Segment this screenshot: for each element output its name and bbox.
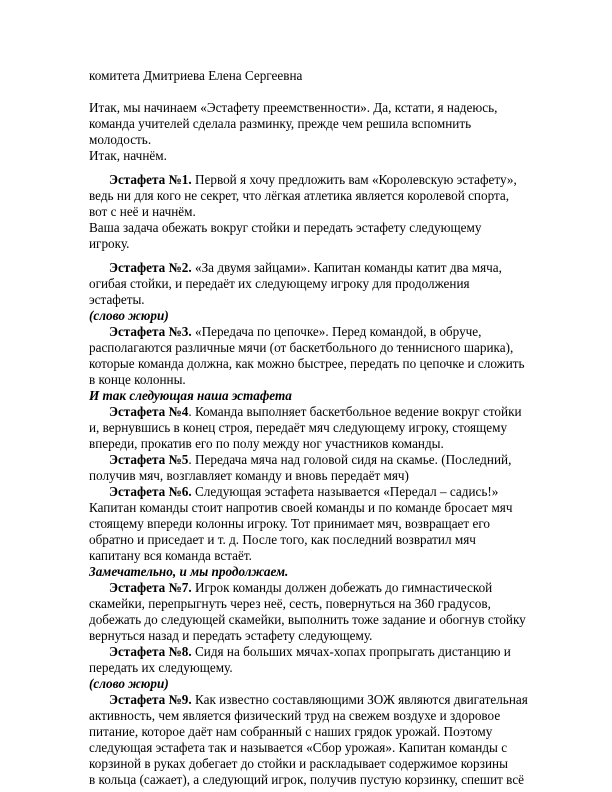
body-text: . Передача мяча над головой сидя на скамье. (Последний,	[188, 452, 512, 467]
emphasis-text: И так следующая наша эстафета	[89, 388, 292, 403]
body-text: Следующая эстафета называется «Передал – садись!»	[191, 484, 499, 499]
body-text: молодость.	[89, 132, 152, 147]
text-line	[109, 260, 502, 276]
text-line	[89, 772, 524, 788]
text-line	[89, 628, 372, 644]
text-line	[89, 236, 129, 252]
text-line	[89, 660, 233, 676]
text-line	[109, 644, 511, 660]
text-line	[89, 100, 497, 116]
body-text: корзиной в руках добегает до стойки и раскладывает содержимое корзины	[89, 756, 508, 771]
emphasis-text: (слово жюри)	[89, 676, 169, 691]
text-line	[109, 580, 492, 596]
body-text: впереди, прокатив его по полу между ног участников команды.	[89, 436, 444, 451]
emphasis-text: Эстафета №9.	[109, 692, 192, 707]
text-line	[89, 308, 169, 324]
text-line	[89, 220, 481, 236]
body-text: Первой я хочу предложить вам «Королевскую эстафету»,	[191, 172, 517, 187]
body-text: получив мяч, возглавляет команду и вновь передаёт мяч)	[89, 468, 409, 483]
text-line	[89, 708, 500, 724]
body-text: стоящему впереди колонны игроку. Тот принимает мяч, возвращает его	[89, 516, 490, 531]
body-text: игроку.	[89, 236, 130, 251]
body-text: «Передача по цепочке». Перед командой, в обруче,	[191, 324, 482, 339]
body-text: питание, которое даёт нам собранный с наших грядок урожай. Поэтому	[89, 724, 493, 739]
body-text: вот с неё и начнём.	[89, 204, 196, 219]
text-line	[89, 188, 509, 204]
body-text: огибая стойки, и передаёт их следующему игроку для продолжения	[89, 276, 470, 291]
text-line	[89, 516, 490, 532]
body-text: Итак, начнём.	[89, 148, 167, 163]
text-line	[109, 484, 498, 500]
body-text: которые команда должна, как можно быстрее, передать по цепочке и сложить	[89, 356, 525, 371]
emphasis-text: Эстафета №5	[109, 452, 189, 467]
body-text: располагаются различные мячи (от баскетбольного до теннисного шарика),	[89, 340, 514, 355]
text-line	[89, 436, 444, 452]
body-text: скамейки, перепрыгнуть через неё, сесть, повернуться на 360 градусов,	[89, 596, 491, 611]
text-line	[109, 404, 522, 420]
body-text: в конце колонны.	[89, 372, 186, 387]
text-line	[89, 372, 186, 388]
body-text: . Команда выполняет баскетбольное ведение вокруг стойки	[188, 404, 522, 419]
emphasis-text: Эстафета №6.	[109, 484, 192, 499]
text-line	[89, 532, 476, 548]
body-text: активность, чем является физический труд на свежем воздухе и здоровое	[89, 708, 501, 723]
emphasis-text: Эстафета №2.	[109, 260, 192, 275]
text-line	[89, 676, 169, 692]
text-line	[89, 292, 145, 308]
text-line	[89, 132, 151, 148]
text-line	[89, 756, 508, 772]
emphasis-text: Эстафета №3.	[109, 324, 192, 339]
body-text: капитану вся команда встаёт.	[89, 548, 252, 563]
body-text: в кольца (сажает), а следующий игрок, получив пустую корзинку, спешит всё	[89, 772, 525, 787]
text-line	[89, 204, 196, 220]
body-text: эстафеты.	[89, 292, 145, 307]
body-text: Ваша задача обежать вокруг стойки и передать эстафету следующему	[89, 220, 482, 235]
text-line	[89, 116, 471, 132]
body-text: обратно и приседает и т. д. После того, как последний возвратил мяч	[89, 532, 476, 547]
text-line	[89, 340, 513, 356]
emphasis-text: (слово жюри)	[89, 308, 169, 323]
emphasis-text: Эстафета №7.	[109, 580, 192, 595]
text-line	[89, 388, 292, 404]
text-line	[89, 500, 512, 516]
body-text: Игрок команды должен добежать до гимнастической	[191, 580, 493, 595]
emphasis-text: Эстафета №4	[109, 404, 189, 419]
text-line	[109, 172, 517, 188]
text-line	[89, 724, 492, 740]
body-text: следующая эстафета так и называется «Сбор урожая». Капитан команды с	[89, 740, 508, 755]
emphasis-text: Эстафета №1.	[109, 172, 192, 187]
text-line	[109, 452, 511, 468]
text-line	[89, 420, 507, 436]
text-line	[89, 612, 526, 628]
emphasis-text: Замечательно, и мы продолжаем.	[89, 564, 289, 579]
body-text: Капитан команды стоит напротив своей команды и по команде бросает мяч	[89, 500, 513, 515]
body-text: «За двумя зайцами». Капитан команды катит два мяча,	[191, 260, 502, 275]
text-line	[89, 740, 507, 756]
text-line	[89, 564, 288, 580]
body-text: и, вернувшись в конец строя, передаёт мяч следующему игроку, стоящему	[89, 420, 508, 435]
text-line	[89, 148, 167, 164]
text-line	[109, 692, 528, 708]
body-text: передать их следующему.	[89, 660, 233, 675]
text-line	[89, 596, 491, 612]
text-line	[109, 324, 481, 340]
text-line	[89, 356, 525, 372]
body-text: добежать до следующей скамейки, выполнить тоже задание и обогнув стойку	[89, 612, 526, 627]
body-text: Как известно составляющими ЗОЖ являются двигательная	[191, 692, 528, 707]
body-text: Итак, мы начинаем «Эстафету преемственности». Да, кстати, я надеюсь,	[89, 100, 498, 115]
text-line	[89, 548, 252, 564]
text-line	[89, 468, 409, 484]
body-text: команда учителей сделала разминку, прежде чем решила вспомнить	[89, 116, 472, 131]
body-text: вернуться назад и передать эстафету следующему.	[89, 628, 373, 643]
text-line	[89, 68, 302, 84]
body-text: комитета Дмитриева Елена Сергеевна	[89, 68, 303, 83]
body-text: Сидя на больших мячах-хопах пропрыгать дистанцию и	[191, 644, 511, 659]
emphasis-text: Эстафета №8.	[109, 644, 192, 659]
body-text: ведь ни для кого не секрет, что лёгкая атлетика является королевой спорта,	[89, 188, 510, 203]
text-line	[89, 276, 470, 292]
